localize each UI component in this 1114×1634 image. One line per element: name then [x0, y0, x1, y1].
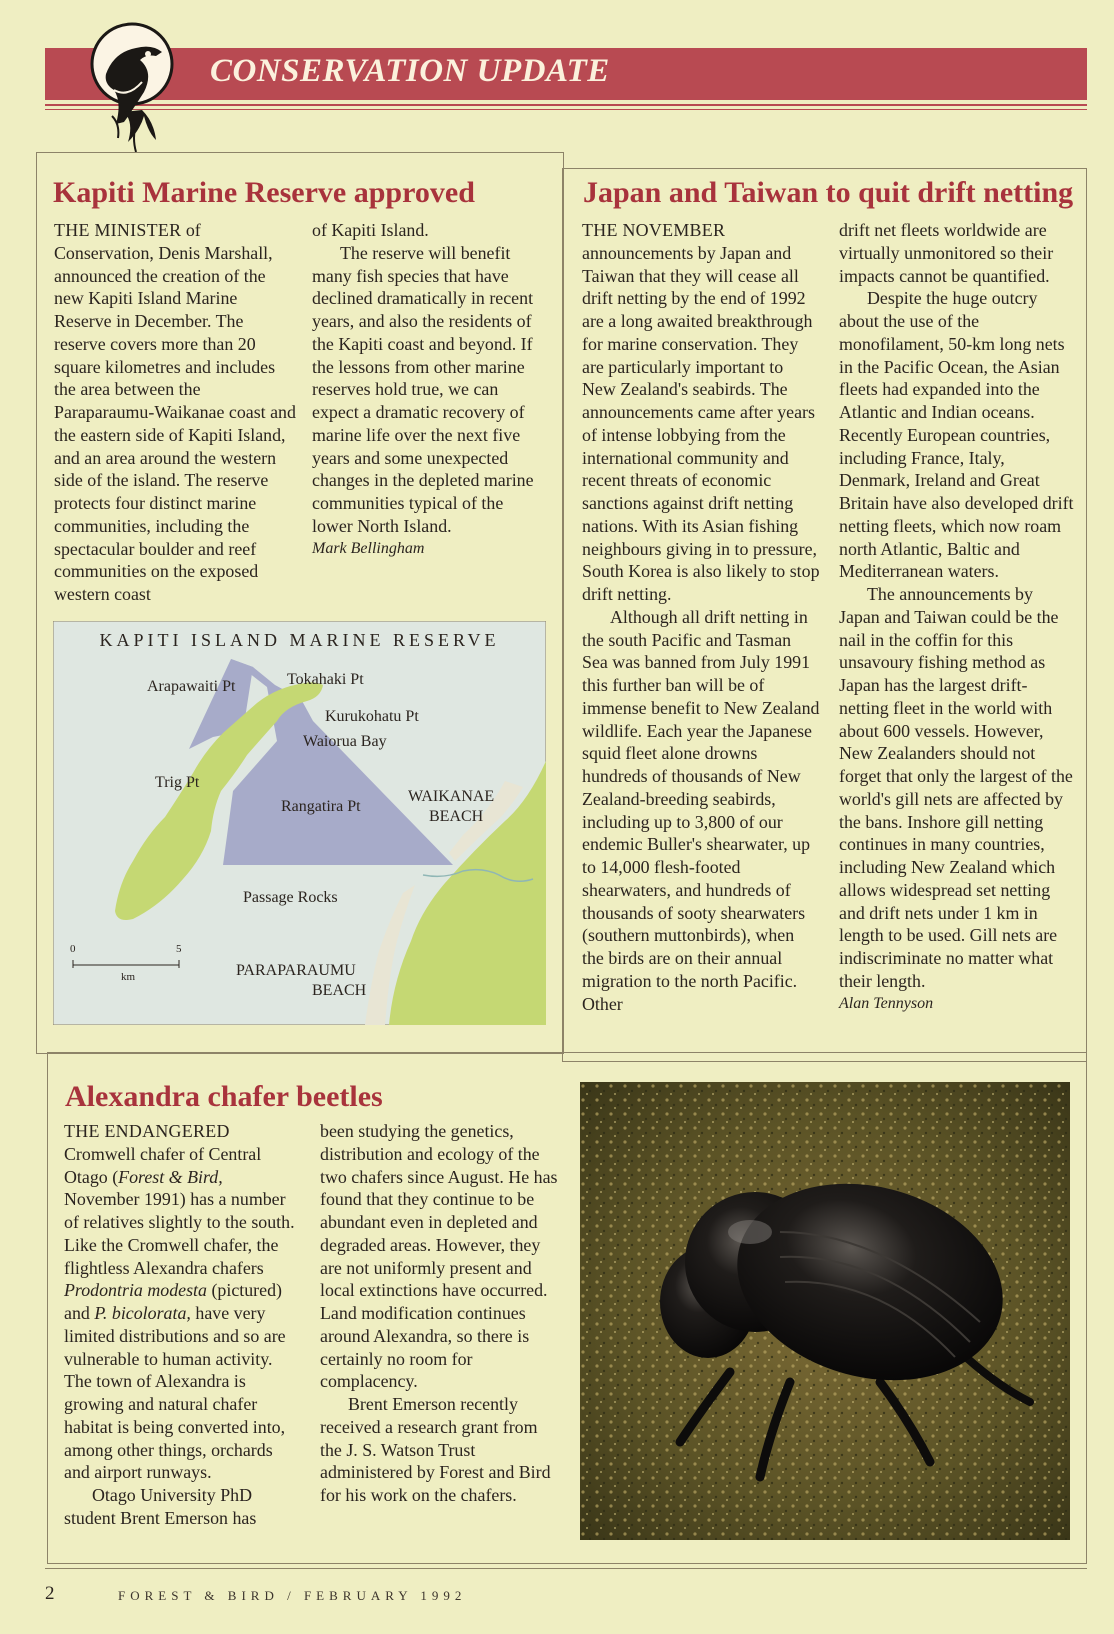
- chafer-col1-d: have very limited distributions and so are vulnerable to human activity. The town of Alexandra is growing and natural chafer habitat is being converted into, among other things, orchards and airport runways.: [64, 1303, 286, 1483]
- map-label-paraparaumu-beach: BEACH: [312, 982, 367, 999]
- kapiti-column-2: [312, 219, 546, 560]
- japan-headline: Japan and Taiwan to quit drift netting: [583, 176, 1074, 209]
- chafer-col1-p2: Otago University PhD student Brent Emerson has: [64, 1485, 257, 1528]
- japan-col2-p3: The announcements by Japan and Taiwan could be the nail in the coffin for this unsavoury fishing method as Japan has the largest drift-netting fleet in the world with about 600 vessels. However, New Zealanders should not forget that only the largest of the world's gill nets are affected by the bans. Inshore gill netting continues in many countries, including New Zealand which allows widespread set netting and drift nets under 1 km in length to be used. Gill nets are indiscriminate no matter what their length.: [839, 584, 1073, 991]
- map-label-paraparaumu: PARAPARAUMU: [236, 962, 356, 979]
- japan-column-2: [839, 219, 1076, 1015]
- section-title: CONSERVATION UPDATE: [210, 53, 610, 89]
- chafer-lead: THE ENDANGERED: [64, 1121, 230, 1141]
- header-rule: [45, 104, 1087, 106]
- chafer-col1-c: (pictured) and: [64, 1280, 282, 1323]
- chafer-col2-p1: been studying the genetics, distribution and ecology of the two chafers since August. He has found that they continue to be abundant even in depleted and degraded areas. However, they are not uniformly present and local extinctions have occurred. Land modification continues around Alexandra, so there is certainly no room for complacency.: [320, 1121, 558, 1392]
- chafer-col1-ital2: Prodontria modesta: [64, 1280, 207, 1301]
- kapiti-lead: THE MINISTER: [54, 220, 182, 240]
- kapiti-col2-p2: The reserve will benefit many fish species that have declined dramatically in recent years, and also the residents of the Kapiti coast and beyond. If the lessons from other marine reserves hold true, we can expect a dramatic recovery of marine life over the next five years and some unexpected changes in the depleted marine communities typical of the lower North Island.: [312, 242, 534, 536]
- chafer-column-2: [320, 1120, 562, 1507]
- chafer-column-1: [64, 1120, 302, 1530]
- map-label-rangatira: Rangatira Pt: [281, 798, 361, 815]
- japan-col2-p2: Despite the huge outcry about the use of the monofilament, 50-km long nets in the Pacific Ocean, the Asian fleets had expanded into the Atlantic and Indian oceans. Recently European countries, including France, Italy, Denmark, Ireland and Great Britain have also developed drift netting fleets, which now roam north Atlantic, Baltic and Mediterranean waters.: [839, 288, 1074, 582]
- footer-text: FOREST & BIRD / FEBRUARY 1992: [118, 1588, 467, 1603]
- map-label-kurukohatu: Kurukohatu Pt: [325, 708, 419, 725]
- kapiti-map: [53, 621, 546, 1025]
- map-title: KAPITI ISLAND MARINE RESERVE: [99, 630, 500, 650]
- japan-col2-p1: drift net fleets worldwide are virtually unmonitored so their impacts cannot be quantified.: [839, 220, 1054, 286]
- map-label-arapawaiti: Arapawaiti Pt: [147, 678, 236, 695]
- kapiti-column-1: [54, 219, 297, 606]
- chafer-col1-a: Cromwell chafer of Central Otago (: [64, 1143, 262, 1187]
- japan-lead: THE NOVEMBER: [582, 220, 726, 240]
- chafer-col1-b: November 1991) has a number of relatives slightly to the south. Like the Cromwell chafer, the flightless Alexandra chafers: [64, 1189, 295, 1278]
- scale-start: 0: [70, 943, 76, 955]
- map-label-tokahaki: Tokahaki Pt: [287, 671, 364, 688]
- map-label-waiorua: Waiorua Bay: [303, 733, 387, 750]
- chafer-headline: Alexandra chafer beetles: [65, 1080, 383, 1113]
- kapiti-byline: Mark Bellingham: [312, 539, 425, 557]
- map-label-waikanae-beach: BEACH: [429, 808, 484, 825]
- bird-emblem-icon: [84, 12, 180, 160]
- japan-byline: Alan Tennyson: [839, 994, 934, 1012]
- chafer-col1-ital1: Forest & Bird,: [118, 1166, 223, 1187]
- scale-unit: km: [121, 971, 136, 983]
- beetle-illustration: [580, 1082, 1070, 1540]
- scale-end: 5: [176, 943, 182, 955]
- japan-col1-p1: announcements by Japan and Taiwan that they will cease all drift netting by the end of 1992 are a long awaited breakthrough for marine conservation. They are particularly important to New Zealand's seabirds. The announcements came after years of intense lobbying from the international community and recent threats of economic sanctions against drift netting nations. With its Asian fishing neighbours giving in to pressure, South Korea is also likely to stop drift netting.: [582, 242, 820, 604]
- header-rule-thin: [45, 109, 1087, 110]
- kapiti-col1-text: of Conservation, Denis Marshall, announced the creation of the new Kapiti Island Marine Reserve in December. The reserve covers more than 20 square kilometres and includes the area between the Paraparaumu-Waikanae coast and the eastern side of Kapiti Island, and an area around the western side of the island. The reserve protects four distinct marine communities, including the spectacular boulder and reef communities on the exposed western coast: [54, 220, 296, 604]
- japan-column-1: [582, 219, 820, 1015]
- kapiti-headline: Kapiti Marine Reserve approved: [53, 176, 475, 209]
- footer-rule: [45, 1568, 1087, 1569]
- page-number: 2: [45, 1583, 55, 1604]
- chafer-col1-ital3: P. bicolorata,: [94, 1303, 191, 1323]
- map-label-passage-rocks: Passage Rocks: [243, 889, 338, 906]
- chafer-col2-p2: Brent Emerson recently received a research grant from the J. S. Watson Trust administered by Forest and Bird for his work on the chafers.: [320, 1394, 551, 1505]
- japan-col1-p2: Although all drift netting in the south Pacific and Tasman Sea was banned from July 1991 this further ban will be of immense benefit to New Zealand wildlife. Each year the Japanese squid fleet alone drowns hundreds of thousands of New Zealand-breeding seabirds, including up to 3,800 of our endemic Buller's shearwater, up to 14,000 flesh-footed shearwaters, and hundreds of thousands of sooty shearwaters (southern muttonbirds), when the birds are on their annual migration to the north Pacific. Other: [582, 606, 820, 1014]
- beetle-photo: [580, 1082, 1070, 1540]
- map-label-waikanae: WAIKANAE: [408, 788, 495, 805]
- map-label-trig: Trig Pt: [155, 774, 200, 791]
- kapiti-col2-p1: of Kapiti Island.: [312, 220, 429, 240]
